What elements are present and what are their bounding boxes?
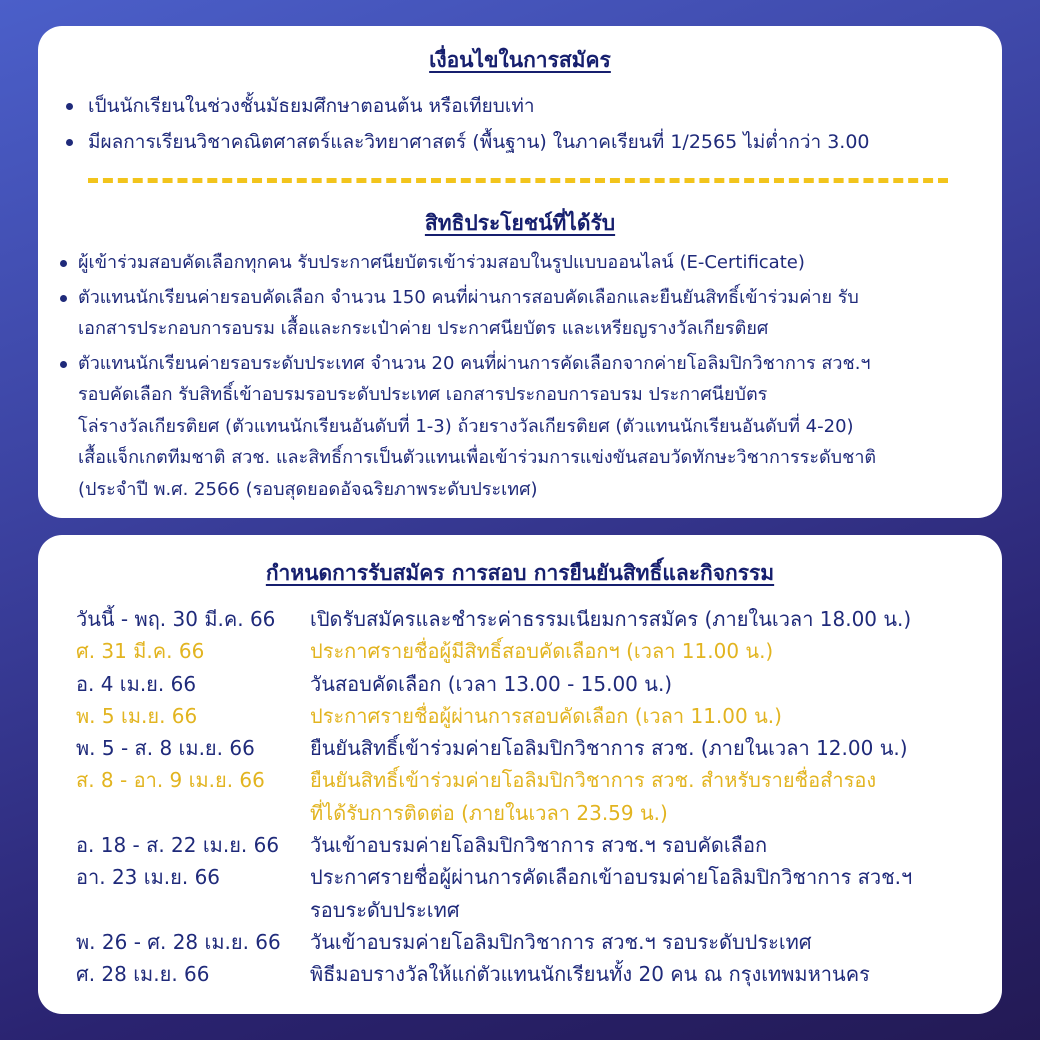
schedule-date: พ. 26 - ศ. 28 เม.ย. 66 [76, 929, 281, 954]
schedule-row [76, 635, 912, 667]
schedule-description [310, 764, 876, 829]
schedule-row [76, 603, 912, 635]
schedule-description-line: ที่ได้รับการติดต่อ (ภายในเวลา 23.59 น.) [310, 800, 668, 825]
schedule-description-line: รอบระดับประเทศ [310, 897, 460, 922]
schedule-description [310, 668, 672, 700]
schedule-description-line: วันเข้าอบรมค่ายโอลิมปิกวิชาการ สวช.ฯ รอบคัดเลือก [310, 833, 768, 858]
schedule-date: ส. 8 - อา. 9 เม.ย. 66 [76, 768, 265, 793]
benefits-title: สิทธิประโยชน์ที่ได้รับ [424, 211, 616, 235]
schedule-date: พ. 5 - ส. 8 เม.ย. 66 [76, 736, 255, 761]
benefit-item [58, 348, 876, 506]
condition-item: เป็นนักเรียนในช่วงชั้นมัธยมศึกษาตอนต้น หรือเทียบเท่า [62, 88, 870, 124]
schedule-description-line: ยืนยันสิทธิ์เข้าร่วมค่ายโอลิมปิกวิชาการ สวช. สำหรับรายชื่อสำรอง [310, 768, 877, 793]
schedule-card [38, 535, 1002, 1014]
benefit-line: ตัวแทนนักเรียนค่ายรอบระดับประเทศ จำนวน 20 คนที่ผ่านการคัดเลือกจากค่ายโอลิมปิกวิชาการ สวช.ฯ [78, 352, 871, 374]
conditions-list [62, 88, 870, 160]
schedule-description-line: พิธีมอบรางวัลให้แก่ตัวแทนนักเรียนทั้ง 20 คน ณ กรุงเทพมหานคร [310, 962, 870, 987]
benefit-line: เอกสารประกอบการอบรม เสื้อและกระเป๋าค่าย ประกาศนียบัตร และเหรียญรางวัลเกียรติยศ [78, 318, 769, 339]
schedule-description [310, 958, 870, 990]
schedule-table [76, 603, 912, 991]
benefit-line: (ประจำปี พ.ศ. 2566 (รอบสุดยอดอัจฉริยภาพระดับประเทศ) [78, 478, 538, 500]
benefit-line: โล่รางวัลเกียรติยศ (ตัวแทนนักเรียนอันดับที่ 1-3) ถ้วยรางวัลเกียรติยศ (ตัวแทนนักเรียนอันดับที่ 4-20) [78, 415, 854, 437]
benefit-line: ตัวแทนนักเรียนค่ายรอบคัดเลือก จำนวน 150 คนที่ผ่านการสอบคัดเลือกและยืนยันสิทธิ์เข้าร่วมค่าย รับ [78, 286, 859, 308]
schedule-date: อา. 23 เม.ย. 66 [76, 865, 221, 890]
benefits-list [58, 247, 876, 508]
schedule-description [310, 732, 908, 764]
schedule-description-line: เปิดรับสมัครและชำระค่าธรรมเนียมการสมัคร (ภายในเวลา 18.00 น.) [310, 607, 912, 631]
schedule-date: อ. 18 - ส. 22 เม.ย. 66 [76, 833, 280, 858]
schedule-description [310, 861, 912, 926]
schedule-row [76, 926, 912, 958]
schedule-description-line: ประกาศรายชื่อผู้มีสิทธิ์สอบคัดเลือกฯ (เวลา 11.00 น.) [310, 639, 774, 664]
benefit-item [58, 282, 876, 345]
schedule-description-line: ประกาศรายชื่อผู้ผ่านการคัดเลือกเข้าอบรมค่ายโอลิมปิกวิชาการ สวช.ฯ [310, 865, 913, 890]
schedule-title: กำหนดการรับสมัคร การสอบ การยืนยันสิทธิ์และกิจกรรม [265, 561, 775, 585]
schedule-date: วันนี้ - พฤ. 30 มี.ค. 66 [76, 607, 276, 631]
schedule-row [76, 700, 912, 732]
schedule-row [76, 732, 912, 764]
schedule-row [76, 668, 912, 700]
schedule-row [76, 829, 912, 861]
schedule-description-line: ยืนยันสิทธิ์เข้าร่วมค่ายโอลิมปิกวิชาการ สวช. (ภายในเวลา 12.00 น.) [310, 736, 908, 761]
benefit-line: ผู้เข้าร่วมสอบคัดเลือกทุกคน รับประกาศนียบัตรเข้าร่วมสอบในรูปแบบออนไลน์ (E-Certificate) [78, 252, 805, 273]
schedule-date: ศ. 28 เม.ย. 66 [76, 962, 210, 987]
schedule-description [310, 635, 773, 667]
schedule-date: พ. 5 เม.ย. 66 [76, 703, 198, 728]
schedule-description-line: ประกาศรายชื่อผู้ผ่านการสอบคัดเลือก (เวลา 11.00 น.) [310, 703, 782, 728]
schedule-description-line: วันเข้าอบรมค่ายโอลิมปิกวิชาการ สวช.ฯ รอบระดับประเทศ [310, 929, 812, 954]
benefit-item [58, 247, 876, 279]
benefit-line: รอบคัดเลือก รับสิทธิ์เข้าอบรมรอบระดับประเทศ เอกสารประกอบการอบรม ประกาศนียบัตร [78, 384, 768, 405]
dashed-divider [88, 178, 948, 183]
schedule-row [76, 861, 912, 926]
schedule-description [310, 926, 812, 958]
schedule-description [310, 603, 911, 635]
schedule-date: ศ. 31 มี.ค. 66 [76, 639, 205, 664]
conditions-title: เงื่อนไขในการสมัคร [429, 48, 611, 72]
conditions-benefits-card [38, 26, 1002, 518]
schedule-description [310, 700, 782, 732]
schedule-description-line: วันสอบคัดเลือก (เวลา 13.00 - 15.00 น.) [310, 671, 673, 696]
schedule-row [76, 958, 912, 990]
benefit-line: เสื้อแจ็กเกตทีมชาติ สวช. และสิทธิ์การเป็นตัวแทนเพื่อเข้าร่วมการแข่งขันสอบวัดทักษะวิชาการระดับชาติ [78, 447, 877, 468]
schedule-row [76, 764, 912, 829]
schedule-date: อ. 4 เม.ย. 66 [76, 671, 197, 696]
schedule-description [310, 829, 767, 861]
condition-item: มีผลการเรียนวิชาคณิตศาสตร์และวิทยาศาสตร์ (พื้นฐาน) ในภาคเรียนที่ 1/2565 ไม่ต่ำกว่า 3.00 [62, 124, 870, 160]
